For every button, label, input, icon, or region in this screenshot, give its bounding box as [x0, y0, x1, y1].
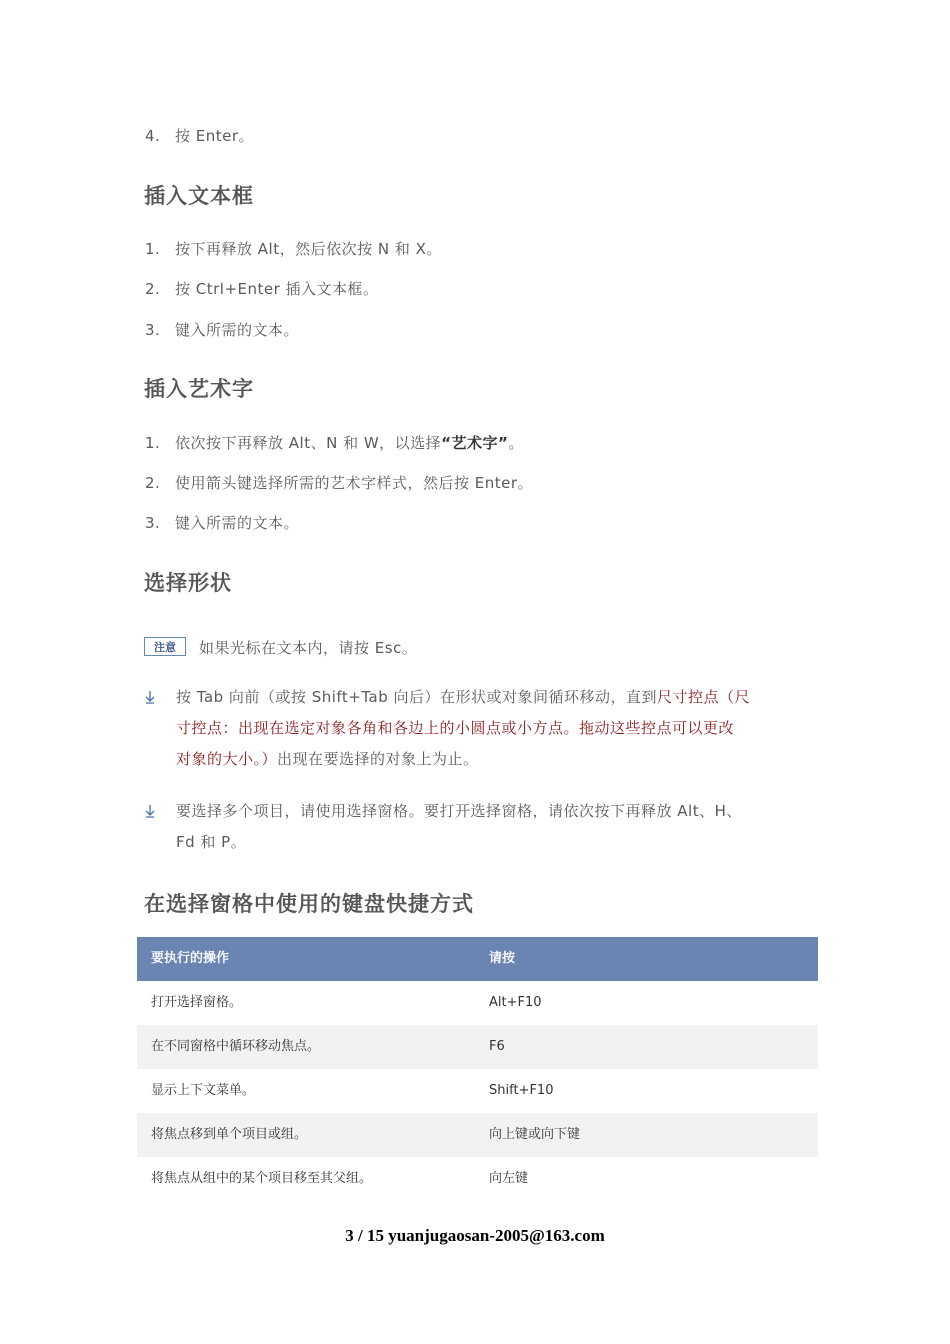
bullet-text: 要选择多个项目，请使用选择窗格。要打开选择窗格，请依次按下再释放 Alt、H、	[176, 802, 742, 820]
step-text: 使用箭头键选择所需的艺术字样式，然后按 Enter。	[175, 474, 534, 492]
bullet-paragraph	[176, 682, 750, 775]
down-arrow-bullet-icon	[144, 690, 156, 708]
step-text: 按 Enter。	[175, 127, 255, 145]
keys-cell: F6	[489, 1039, 505, 1054]
keys-cell: 向上键或向下键	[489, 1127, 581, 1142]
bullet-paragraph	[176, 796, 742, 858]
step-text-end: 。	[508, 434, 524, 452]
keys-cell: Alt+F10	[489, 995, 542, 1010]
step-text: 依次按下再释放 Alt、N 和 W，以选择	[175, 434, 442, 452]
step-number: 4.	[145, 127, 161, 145]
note-text: 如果光标在文本内，请按 Esc。	[199, 639, 418, 657]
section-heading: 插入文本框	[144, 184, 254, 208]
step-text: 键入所需的文本。	[175, 321, 300, 339]
step-text: 按下再释放 Alt，然后依次按 N 和 X。	[175, 240, 442, 258]
definition-text: 寸控点：出现在选定对象各角和各边上的小圆点或小方点。拖动这些控点可以更改	[176, 719, 735, 737]
page-footer: 3 / 15 yuanjugaosan-2005@163.com	[345, 1226, 605, 1245]
step-number: 2.	[145, 280, 161, 298]
note-label: 注意	[144, 637, 186, 656]
step-number: 1.	[145, 434, 161, 452]
section-heading: 插入艺术字	[144, 377, 254, 401]
table-row	[137, 1025, 818, 1069]
down-arrow-bullet-icon	[144, 804, 156, 822]
header-keys: 请按	[489, 951, 516, 966]
table-header	[137, 937, 818, 981]
bullet-text: Fd 和 P。	[176, 833, 247, 851]
section-heading: 选择形状	[144, 571, 232, 595]
step-number: 3.	[145, 321, 161, 339]
step-item	[145, 238, 442, 259]
table-row	[137, 1113, 818, 1157]
step-item	[145, 125, 254, 146]
table-row	[137, 1069, 818, 1113]
action-cell: 显示上下文菜单。	[151, 1083, 256, 1098]
step-text: 按 Ctrl+Enter 插入文本框。	[175, 280, 379, 298]
bullet-text: 按 Tab 向前（或按 Shift+Tab 向后）在形状或对象间循环移动，直到	[176, 688, 658, 706]
bullet-text: 出现在要选择的对象上为止。	[277, 750, 479, 768]
keys-cell: 向左键	[489, 1171, 529, 1186]
action-cell: 打开选择窗格。	[151, 995, 243, 1010]
step-number: 1.	[145, 240, 161, 258]
step-text: 键入所需的文本。	[175, 514, 300, 532]
shortcut-table	[137, 937, 818, 1201]
step-number: 3.	[145, 514, 161, 532]
table-row	[137, 1157, 818, 1201]
section-heading: 在选择窗格中使用的键盘快捷方式	[144, 892, 474, 916]
step-item	[145, 512, 299, 533]
definition-text: 对象的大小。）	[176, 750, 278, 768]
step-item	[145, 472, 533, 493]
definition-link[interactable]: 尺寸控点（尺	[657, 688, 751, 706]
step-item	[145, 319, 299, 340]
step-number: 2.	[145, 474, 161, 492]
step-item	[145, 278, 379, 299]
header-action: 要执行的操作	[151, 951, 230, 966]
action-cell: 在不同窗格中循环移动焦点。	[151, 1039, 321, 1054]
step-item	[145, 432, 524, 453]
action-cell: 将焦点从组中的某个项目移至其父组。	[151, 1171, 373, 1186]
step-bold-term: “艺术字”	[441, 434, 509, 452]
keys-cell: Shift+F10	[489, 1083, 554, 1098]
table-row	[137, 981, 818, 1025]
action-cell: 将焦点移到单个项目或组。	[151, 1127, 308, 1142]
